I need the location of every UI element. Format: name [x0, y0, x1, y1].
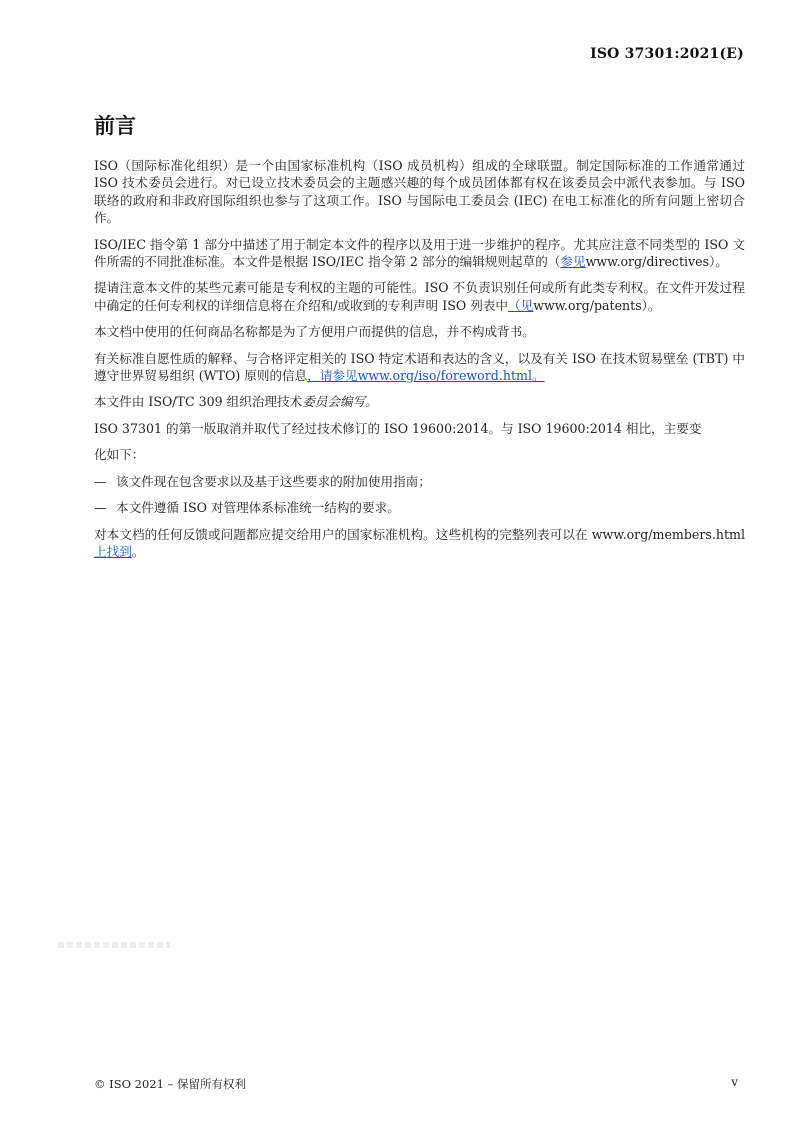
paragraph-voluntary-nature: 有关标准自愿性质的解释、与合格评定相关的 ISO 特定术语和表达的含义，以及有关 ISO 在技术贸易壁垒 (TBT) 中遵守世界贸易组织 (WTO) 原则的信息，请参见www.org/iso/foreword.html。	[94, 350, 745, 384]
footer-copyright: © ISO 2021 – 保留所有权利	[94, 1077, 246, 1091]
foreword-link[interactable]: ，请参见www.org/iso/foreword.html。	[307, 368, 545, 384]
paragraph-feedback: 对本文档的任何反馈或问题都应提交给用户的国家标准机构。这些机构的完整列表可以在 www.org/members.html 上找到。	[94, 526, 745, 559]
list-item-text: 本文件遵循 ISO 对管理体系标准统一结构的要求。	[116, 500, 400, 516]
doc-header-id: ISO 37301:2021(E)	[590, 46, 744, 62]
list-item	[94, 499, 745, 516]
page-title: 前言	[94, 114, 136, 138]
members-link[interactable]: 上找到	[94, 543, 132, 559]
paragraph-iso-intro: ISO（国际标准化组织）是一个由国家标准机构（ISO 成员机构）组成的全球联盟。制定国际标准的工作通常通过 ISO 技术委员会进行。对已设立技术委员会的主题感兴趣的每个成员团体都有权在该委员会中派代表参加。与 ISO 联络的政府和非政府国际组织也参与了这项工作。ISO 与国际电工委员会 (IEC) 在电工标准化的所有问题上密切合作。	[94, 158, 745, 226]
directives-link[interactable]: 参见	[560, 254, 586, 270]
list-item-text: 该文件现在包含要求以及基于这些要求的附加使用指南；	[116, 473, 431, 489]
paragraph-directives: ISO/IEC 指令第 1 部分中描述了用于制定本文件的程序以及用于进一步维护的程序。尤其应注意不同类型的 ISO 文件所需的不同批准标准。本文件是根据 ISO/IEC 指令第 2 部分的编辑规则起草的（参见www.org/directives）。	[94, 236, 745, 270]
faint-artifact	[58, 942, 170, 948]
dash-bullet: —	[94, 500, 107, 516]
paragraph-edition: ISO 37301 的第一版取消并取代了经过技术修订的 ISO 19600:2014。与 ISO 19600:2014 相比，主要变	[94, 420, 702, 436]
paragraph-trade-names: 本文档中使用的任何商品名称都是为了方便用户而提供的信息，并不构成背书。	[94, 324, 535, 340]
paragraph-patents: 提请注意本文件的某些元素可能是专利权的主题的可能性。ISO 不负责识别任何或所有此类专利权。在文件开发过程中确定的任何专利权的详细信息将在介绍和/或收到的专利声明 ISO 列表中（见www.org/patents）。	[94, 280, 745, 313]
paragraph-committee: 本文件由 ISO/TC 309 组织治理技术委员会编写。	[94, 394, 378, 410]
foreword-body	[94, 157, 745, 569]
paragraph-changes-intro: 化如下：	[94, 447, 145, 463]
list-item	[94, 473, 745, 490]
footer-page-number: v	[731, 1075, 738, 1089]
dash-bullet: —	[94, 473, 107, 489]
patents-link[interactable]: （见	[508, 297, 534, 313]
